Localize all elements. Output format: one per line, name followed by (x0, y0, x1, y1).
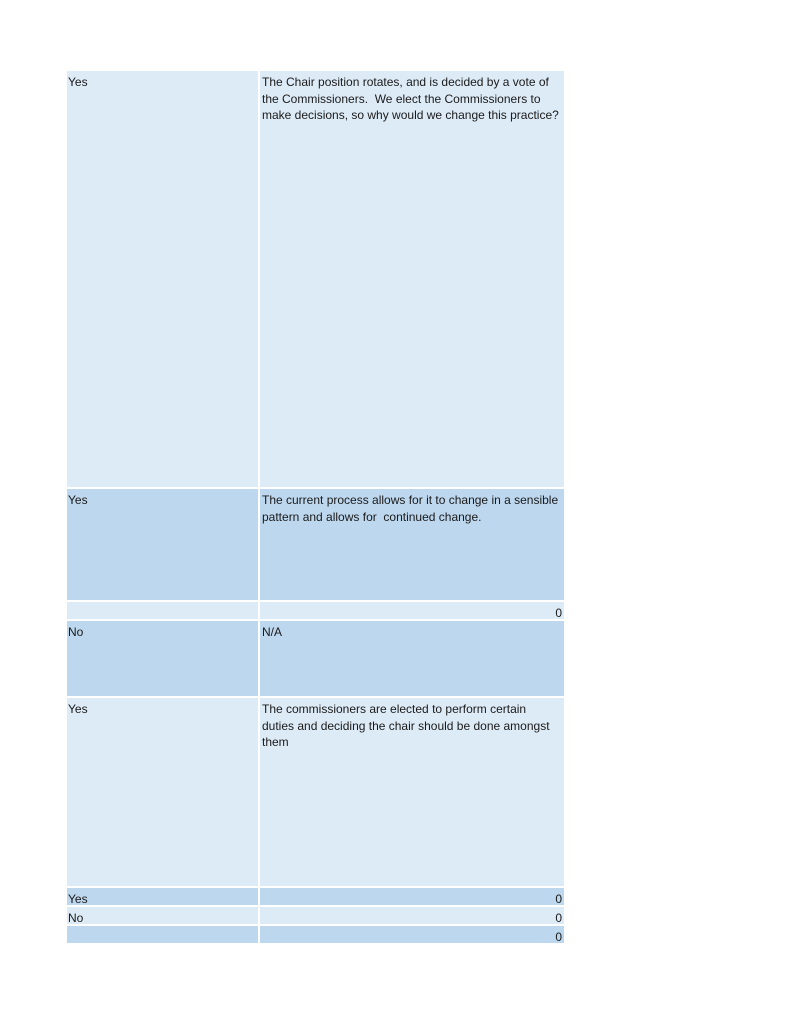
table-row (67, 602, 564, 621)
table-row (67, 489, 564, 602)
table-row (67, 698, 564, 888)
comment-cell[interactable]: 0 (555, 911, 562, 925)
comment-cell[interactable]: 0 (555, 606, 562, 620)
table-row (67, 888, 564, 907)
comment-cell[interactable]: The current process allows for it to change in a sensible pattern and allows for continued change. (262, 493, 562, 524)
comment-cell[interactable]: 0 (555, 930, 562, 944)
table-row (67, 926, 564, 945)
answer-cell[interactable] (67, 926, 260, 943)
comment-cell[interactable]: N/A (262, 625, 283, 639)
comment-cell[interactable]: The commissioners are elected to perform certain duties and deciding the chair should be done amongst them (262, 702, 553, 749)
answer-cell[interactable]: No (67, 621, 260, 696)
answer-cell[interactable]: Yes (67, 698, 260, 886)
table-row (67, 621, 564, 698)
spreadsheet-table (67, 71, 564, 945)
table-row (67, 71, 564, 489)
answer-cell[interactable] (67, 602, 260, 619)
answer-cell[interactable]: Yes (67, 71, 260, 487)
comment-cell[interactable]: The Chair position rotates, and is decided by a vote of the Commissioners. We elect the Commissioners to make decisions, so why would we change this practice? (262, 75, 559, 122)
comment-cell[interactable]: 0 (555, 892, 562, 906)
table-row (67, 907, 564, 926)
answer-cell[interactable]: Yes (67, 888, 260, 905)
answer-cell[interactable]: No (67, 907, 260, 924)
answer-cell[interactable]: Yes (67, 489, 260, 600)
